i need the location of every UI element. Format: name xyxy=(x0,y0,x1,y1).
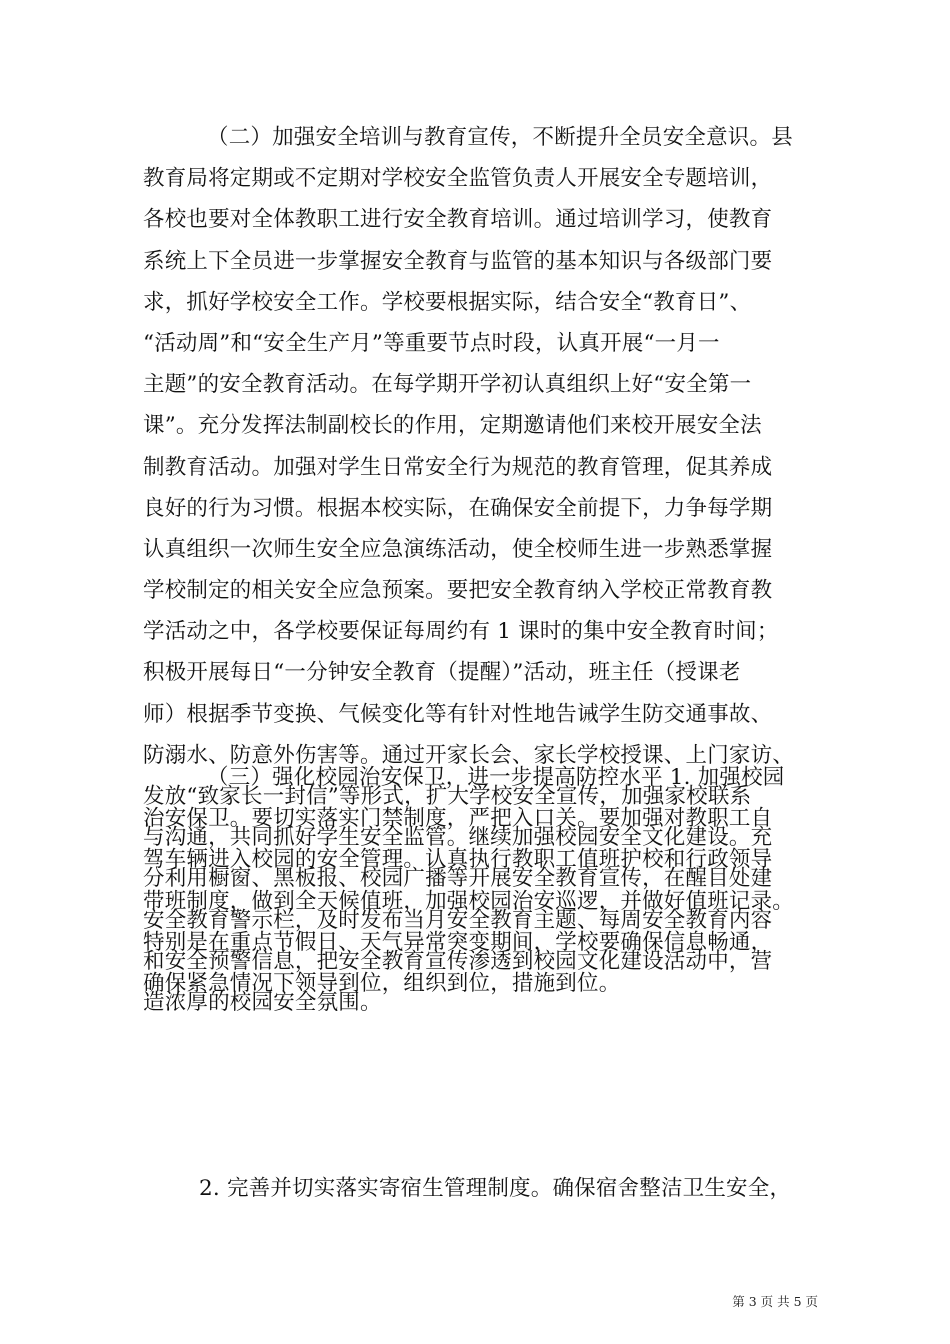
text-line: 带班制度，做到全天候值班，加强校园治安巡逻，并做好值班记录。 xyxy=(143,888,795,914)
text-line: 特别是在重点节假日、天气异常突变期间，学校要确保信息畅通， xyxy=(143,929,773,955)
text-line: 治安保卫。要切实落实门禁制度，严把入口关。要加强对教职工自 xyxy=(143,806,773,832)
text-line: 安全教育警示栏，及时发布当月安全教育主题、每周安全教育内容 xyxy=(143,907,773,933)
text-line: 教育局将定期或不定期对学校安全监管负责人开展安全专题培训， xyxy=(143,166,773,192)
text-line: 良好的行为习惯。根据本校实际，在确保安全前提下，力争每学期 xyxy=(143,495,773,521)
text-line: 分利用橱窗、黑板报、校园广播等开展安全教育宣传，在醒目处建 xyxy=(143,866,773,892)
text-line: 驾车辆进入校园的安全管理。认真执行教职工值班护校和行政领导 xyxy=(143,847,773,873)
text-line: （三）强化校园治安保卫，进一步提高防控水平 1. 加强校园 xyxy=(207,765,785,790)
text-line: 各校也要对全体教职工进行安全教育培训。通过培训学习，使教育 xyxy=(143,207,773,233)
text-line: “活动周”和“安全生产月”等重要节点时段，认真开展“一月一 xyxy=(143,330,720,356)
text-line: 师）根据季节变换、气候变化等有针对性地告诫学生防交通事故、 xyxy=(143,701,773,727)
text-line: 2. 完善并切实落实寄宿生管理制度。确保宿舍整洁卫生安全， xyxy=(199,1176,792,1201)
text-line: 学活动之中，各学校要保证每周约有 1 课时的集中安全教育时间； xyxy=(143,619,779,645)
text-line: 防溺水、防意外伤害等。通过开家长会、家长学校授课、上门家访、 xyxy=(143,742,795,768)
paragraph-boarding-management xyxy=(143,1168,813,1209)
text-line: 主题”的安全教育活动。在每学期开学初认真组织上好“安全第一 xyxy=(143,372,752,398)
text-line: 确保紧急情况下领导到位，组织到位，措施到位。 xyxy=(143,970,621,996)
text-line: 制教育活动。加强对学生日常安全行为规范的教育管理，促其养成 xyxy=(143,454,773,480)
text-line: 课”。充分发挥法制副校长的作用，定期邀请他们来校开展安全法 xyxy=(143,413,762,439)
text-line: 学校制定的相关安全应急预案。要把安全教育纳入学校正常教育教 xyxy=(143,578,773,604)
text-line: 与沟通，共同抓好学生安全监管。继续加强校园安全文化建设。充 xyxy=(143,825,773,851)
text-line: 和安全预警信息，把安全教育宣传渗透到校园文化建设活动中，营 xyxy=(143,948,773,974)
text-line: 求，抓好学校安全工作。学校要根据实际，结合安全“教育日”、 xyxy=(143,289,752,315)
text-line: 积极开展每日“一分钟安全教育（提醒）”活动，班主任（授课老 xyxy=(143,660,741,686)
text-line: 系统上下全员进一步掌握安全教育与监管的基本知识与各级部门要 xyxy=(143,248,773,274)
text-line: 发放“致家长一封信”等形式，扩大学校安全宣传，加强家校联系 xyxy=(143,784,752,809)
text-line: （二）加强安全培训与教育宣传，不断提升全员安全意识。县 xyxy=(207,125,793,150)
page-number: 第 3 页 共 5 页 xyxy=(732,1294,818,1309)
text-line: 造浓厚的校园安全氛围。 xyxy=(143,989,382,1015)
paragraph-campus-security xyxy=(143,757,813,1004)
text-line: 认真组织一次师生安全应急演练活动，使全校师生进一步熟悉掌握 xyxy=(143,536,773,562)
